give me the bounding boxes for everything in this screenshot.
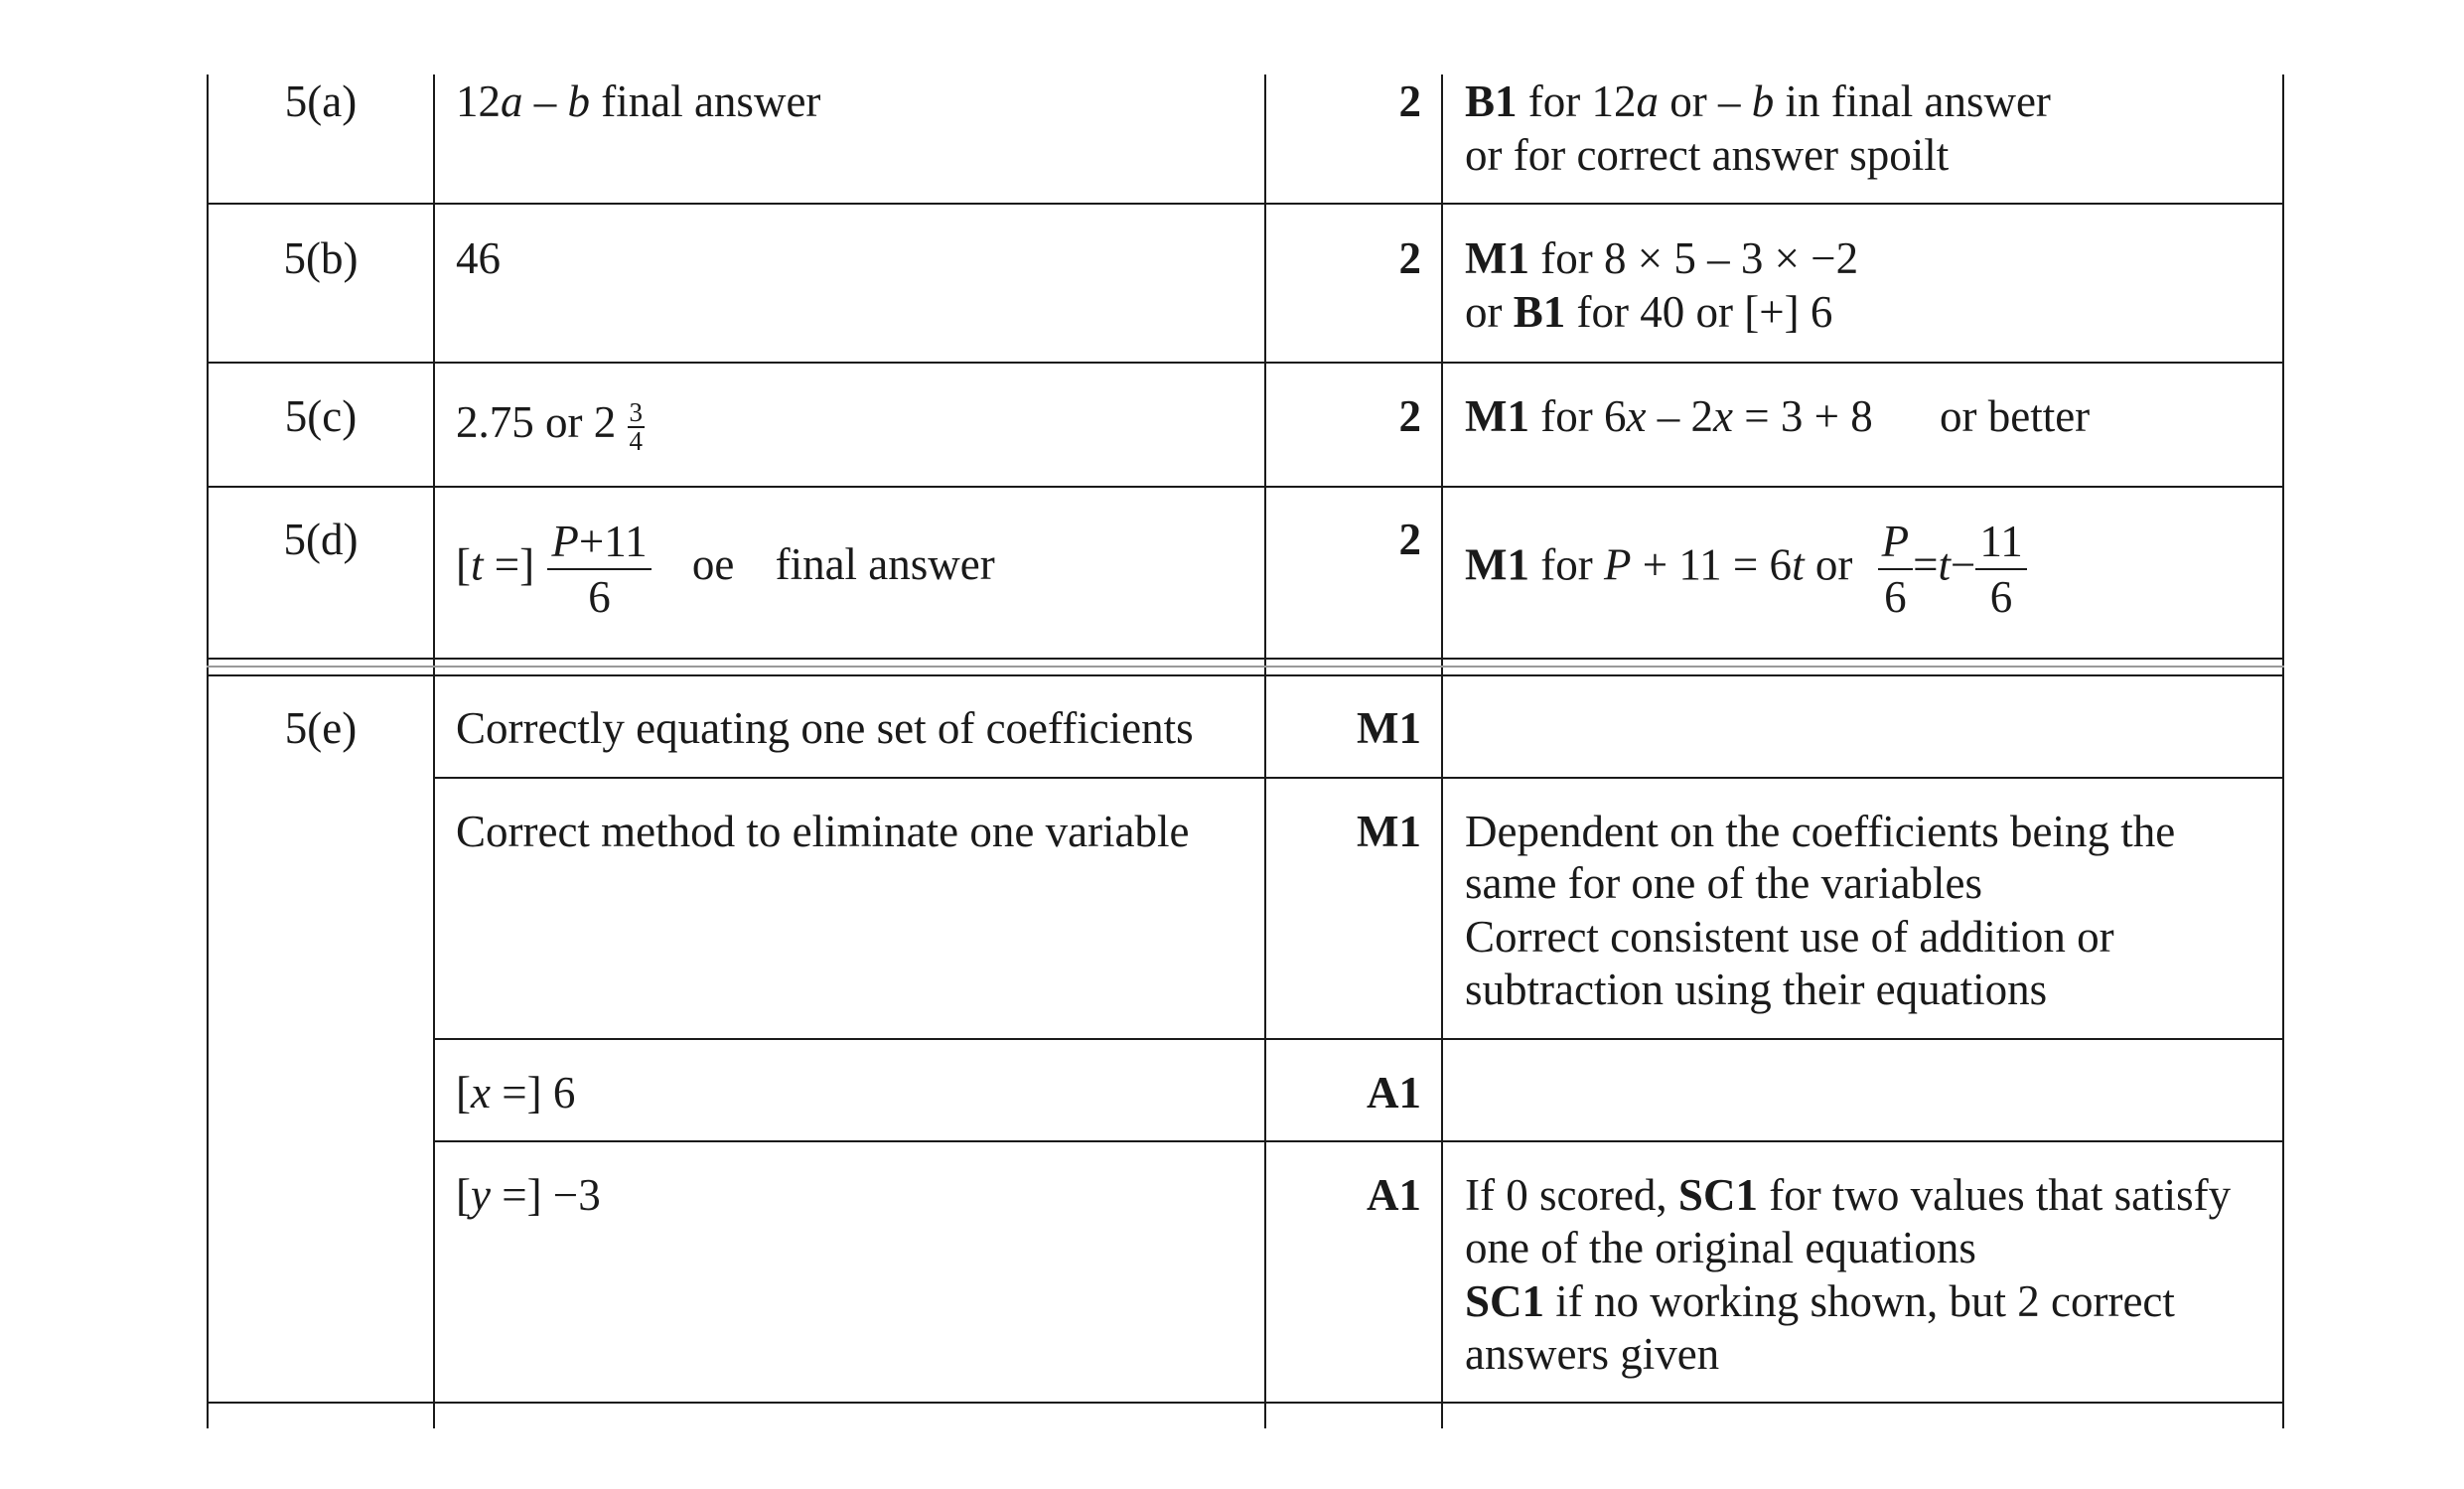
- answer-cell: [y =] −3: [456, 1170, 601, 1220]
- guidance-line: one of the original equations: [1465, 1223, 1976, 1272]
- question-label: 5(c): [284, 391, 358, 441]
- row-divider: [207, 362, 2284, 364]
- mixed-number-fraction: $\frac{3}{4}$: [629, 396, 643, 456]
- table-border-right: [2282, 74, 2284, 1428]
- guidance-cell: M1 for P + 11 = 6t or $\frac{P}{6}$ =t− $\frac{11}{6}$: [1465, 515, 2027, 624]
- table-bottom-border: [207, 1402, 2284, 1404]
- guidance-fraction-p: $\frac{P}{6}$: [1878, 515, 1914, 624]
- guidance-fraction-11: $\frac{11}{6}$: [1975, 515, 2026, 624]
- answer-fraction: $\frac{P+11}{6}$: [547, 515, 651, 624]
- sub-row-divider: [433, 777, 2284, 779]
- question-label: 5(b): [283, 233, 359, 283]
- row-divider: [207, 486, 2284, 488]
- table-border-left: [207, 74, 209, 1428]
- sub-row-divider: [433, 1038, 2284, 1040]
- guidance-line: If 0 scored, SC1 for two values that satisfy: [1465, 1170, 2232, 1220]
- row-divider: [207, 203, 2284, 205]
- guidance-line: answers given: [1465, 1329, 1720, 1379]
- column-divider-question: [433, 74, 435, 1428]
- guidance-line: SC1 if no working shown, but 2 correct: [1465, 1276, 2175, 1326]
- answer-cell: Correct method to eliminate one variable: [456, 807, 1190, 856]
- marks-cell: M1: [1357, 703, 1421, 753]
- question-label: 5(e): [284, 703, 358, 753]
- marks-cell: 2: [1398, 515, 1421, 564]
- guidance-line: Correct consistent use of addition or: [1465, 912, 2114, 962]
- guidance-cell: M1 for 6x – 2x = 3 + 8: [1465, 391, 1873, 441]
- guidance-line: Dependent on the coefficients being the: [1465, 807, 2176, 856]
- row-divider: [207, 674, 2284, 676]
- marks-cell: A1: [1367, 1068, 1421, 1117]
- sub-row-divider: [433, 1140, 2284, 1142]
- marks-cell: 2: [1398, 233, 1421, 283]
- guidance-line: or for correct answer spoilt: [1465, 130, 1950, 180]
- answer-cell: [t =] $\frac{P+11}{6}$ oe final answer: [456, 517, 995, 622]
- answer-cell: Correctly equating one set of coefficients: [456, 703, 1194, 753]
- guidance-line: subtraction using their equations: [1465, 965, 2048, 1014]
- answer-cell: 12a – b final answer: [456, 76, 821, 126]
- guidance-note: or better: [1940, 391, 2091, 441]
- column-divider-answer: [1264, 74, 1266, 1428]
- section-separator: [207, 666, 2284, 668]
- column-divider-marks: [1441, 74, 1443, 1428]
- guidance-line: same for one of the variables: [1465, 858, 1983, 908]
- question-label: 5(a): [284, 76, 358, 126]
- guidance-line: or B1 for 40 or [+] 6: [1465, 287, 1833, 337]
- marks-cell: M1: [1357, 807, 1421, 856]
- answer-cell: 2.75 or 2 $\frac{3}{4}$: [456, 396, 643, 456]
- marks-cell: 2: [1398, 391, 1421, 441]
- answer-cell: 46: [456, 233, 501, 283]
- answer-cell: [x =] 6: [456, 1068, 576, 1117]
- marks-cell: 2: [1398, 76, 1421, 126]
- question-label: 5(d): [283, 515, 359, 564]
- row-divider: [207, 658, 2284, 660]
- guidance-cell: B1 for 12a or – b in final answer: [1465, 76, 2051, 126]
- guidance-cell: M1 for 8 × 5 – 3 × −2: [1465, 233, 1859, 283]
- marks-cell: A1: [1367, 1170, 1421, 1220]
